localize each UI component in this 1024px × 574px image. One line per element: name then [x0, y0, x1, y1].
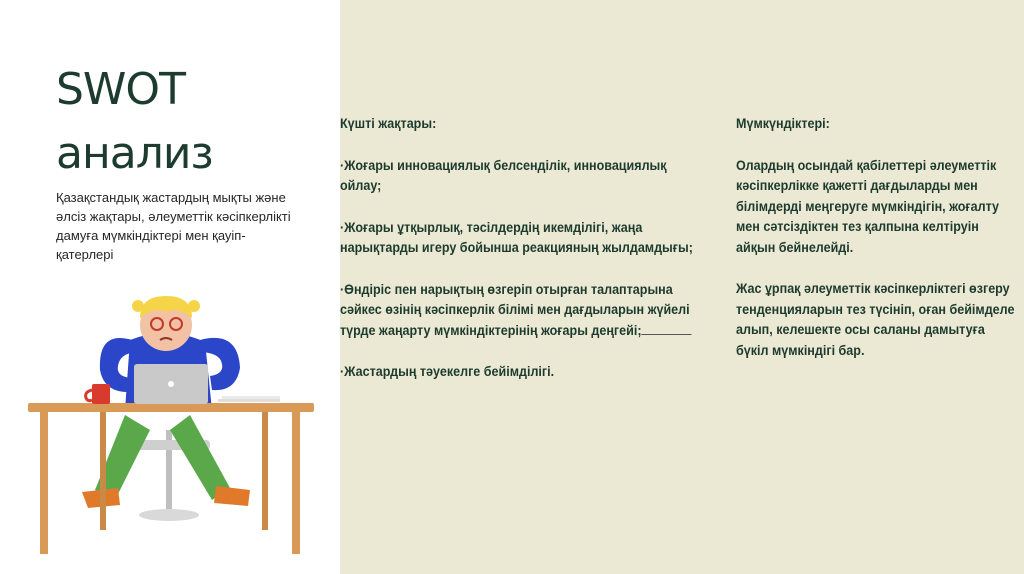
- strength-item: ·Жоғары ұтқырлық, тәсілдердің икемділігі, жаңа нарықтарды игеру бойынша реакцияның жылдамдығы;: [340, 219, 693, 255]
- papers-icon: [218, 396, 280, 402]
- stressed-person-illustration: [0, 290, 340, 574]
- opportunity-paragraph: Олардың осындай қабілеттері әлеуметтік кәсіпкерлікке қажетті дағдыларды мен білімдерді меңгеруге мүмкіндігін, жоғалту мен сәтсіздіктен тез қалпына келтіруін айқын бейнелейді.: [736, 157, 1000, 255]
- strengths-heading: Күшті жақтары:: [340, 116, 437, 131]
- slide-title: [56, 58, 326, 186]
- strength-item: ·Жастардың тәуекелге бейімділігі.: [340, 364, 555, 379]
- title-line-2: анализ: [56, 128, 213, 179]
- strength-item: ·Өндіріс пен нарықтың өзгеріп отырған талаптарына сәйкес өзінің кәсіпкерлік білімі мен дағдыларын жүйелі түрде жаңарту мүмкіндіктерінің жоғары деңгейі;: [340, 281, 690, 338]
- laptop-icon: [134, 364, 208, 404]
- strengths-column: [340, 114, 698, 383]
- title-line-1: SWOT: [56, 64, 185, 115]
- strength-item: ·Жоғары инновациялық белсенділік, инновациялық ойлау;: [340, 157, 667, 193]
- underline-decoration: [642, 324, 692, 335]
- opportunity-paragraph: Жас ұрпақ әлеуметтік кәсіпкерліктегі өзгеру тенденцияларын тез түсініп, оған бейімделе алып, келешекте осы саланы дамытуға бүкіл мүмкіндігі бар.: [736, 281, 1015, 358]
- opportunities-heading: Мүмкүндіктері:: [736, 116, 830, 131]
- opportunities-column: [736, 114, 1015, 361]
- mug-icon: [86, 384, 110, 404]
- slide-subtitle: Қазақстандық жастардың мықты және әлсіз жақтары, әлеуметтік кәсіпкерлікті дамуға мүмкіндіктері мен қауіп-қатерлері: [56, 190, 291, 262]
